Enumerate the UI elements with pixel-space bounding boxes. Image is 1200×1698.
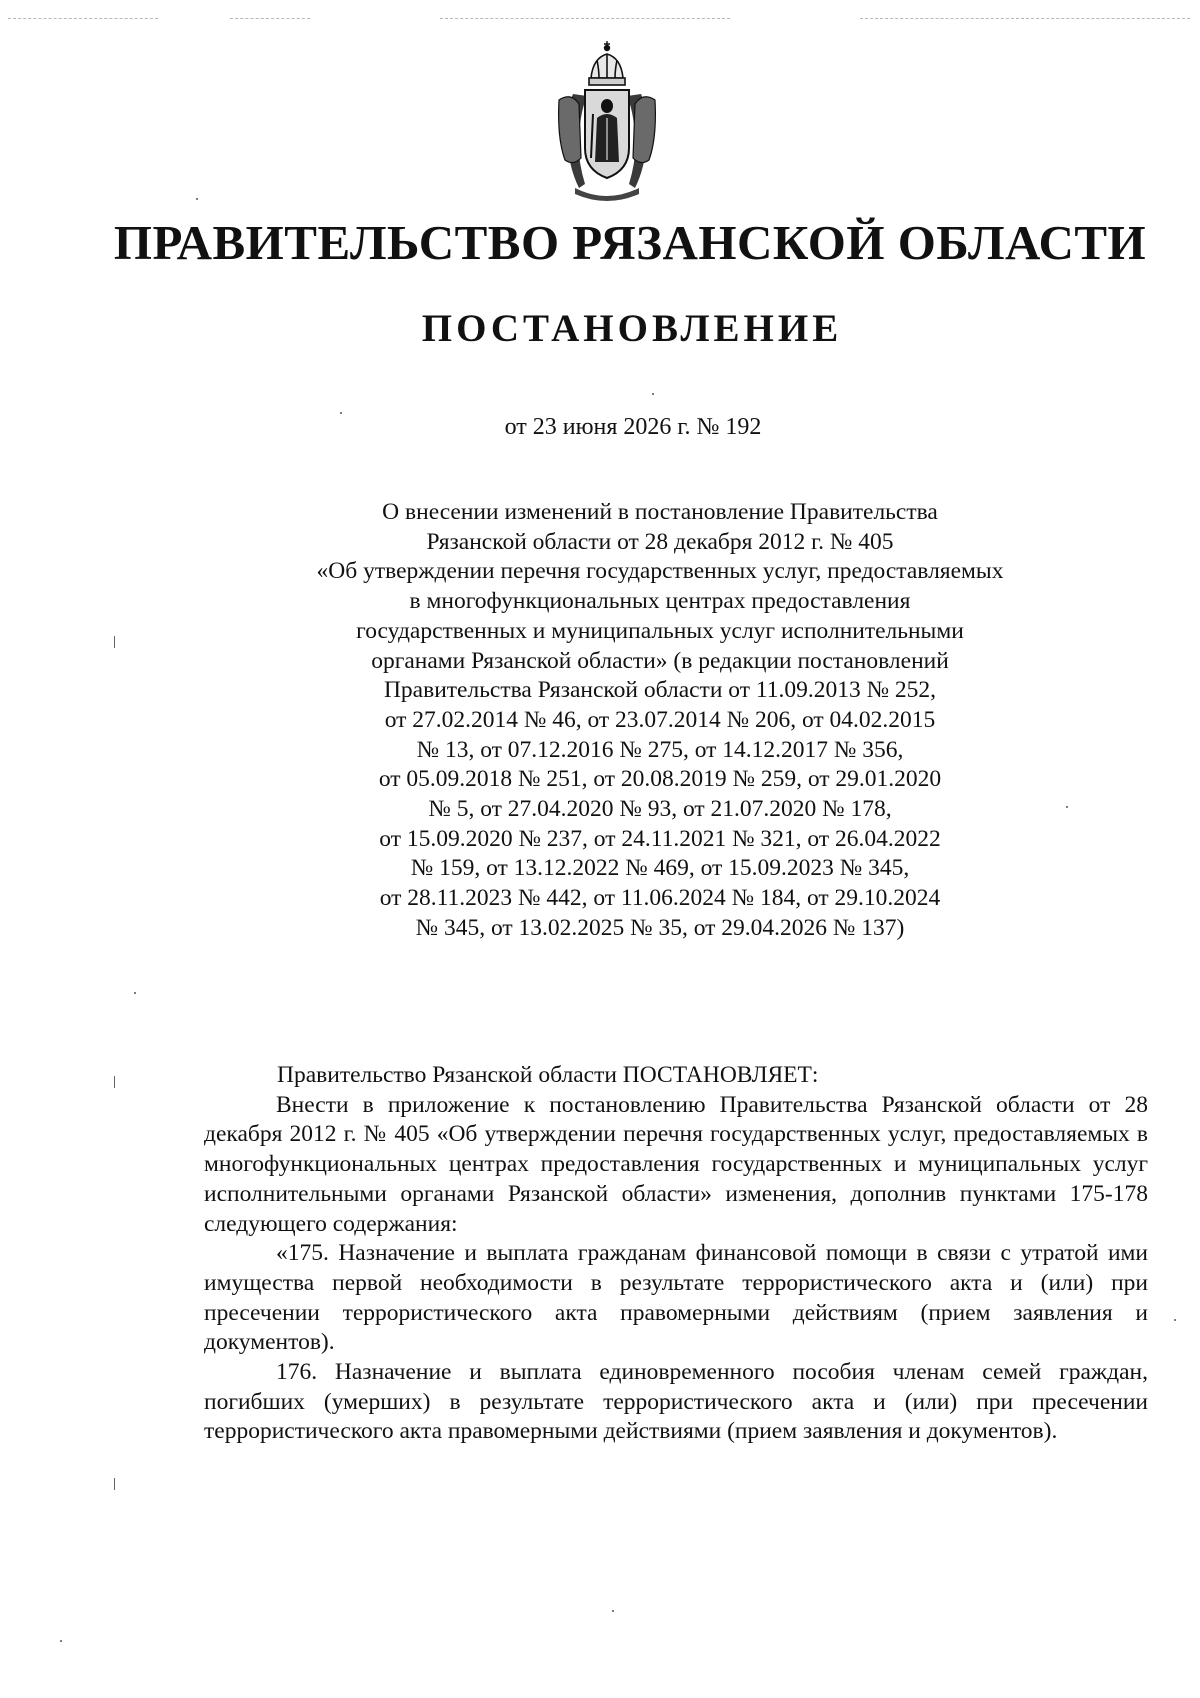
organization-title: ПРАВИТЕЛЬСТВО РЯЗАНСКОЙ ОБЛАСТИ <box>113 215 1147 270</box>
scan-artifact <box>134 992 136 994</box>
body-paragraph: Правительство Рязанской области ПОСТАНОВЛЯЕТ: <box>277 1062 819 1088</box>
scan-artifact <box>196 198 198 200</box>
subject-line: № 13, от 07.12.2016 № 275, от 14.12.2017 № 356, <box>416 736 904 763</box>
body-paragraph: Внести в приложение к постановлению Правительства Рязанской области от 28 декабря 2012 г. № 405 «Об утверждении перечня государственных услуг, предоставляемых в многофункциональных центрах предоставления государственных и муниципальных услуг исполнительными органами Рязанской области» изменения, дополнив пунктами 175-178 следующего содержания: <box>204 1091 1148 1237</box>
scan-artifact <box>612 1610 614 1612</box>
subject-line: «Об утверждении перечня государственных услуг, предоставляемых <box>316 558 1004 585</box>
subject-line: от 28.11.2023 № 442, от 11.06.2024 № 184, от 29.10.2024 <box>379 885 941 912</box>
scan-artifact <box>340 412 342 414</box>
subject-line: Рязанской области от 28 декабря 2012 г. № 405 <box>426 528 894 555</box>
subject-line: от 27.02.2014 № 46, от 23.07.2014 № 206, от 04.02.2015 <box>384 706 936 733</box>
document-body <box>204 1061 1148 1447</box>
document-date-number: от 23 июня 2026 г. № 192 <box>504 414 762 440</box>
scan-artifact <box>230 18 310 19</box>
scan-artifact <box>860 18 1190 19</box>
subject-line: № 345, от 13.02.2025 № 35, от 29.04.2026 № 137) <box>415 914 905 941</box>
scan-artifact <box>114 1478 115 1490</box>
subject-line: от 15.09.2020 № 237, от 24.11.2021 № 321, от 26.04.2022 <box>379 825 941 852</box>
document-type-title: ПОСТАНОВЛЕНИЕ <box>421 307 843 350</box>
scan-artifact <box>440 18 730 19</box>
body-paragraph: 176. Назначение и выплата единовременного пособия членам семей граждан, погибших (умерших) в результате террористического акта и (или) при пресечении террористического акта правомерными действиями (прием заявления и документов). <box>204 1359 1148 1445</box>
scan-artifact <box>1066 806 1068 808</box>
scan-artifact <box>8 18 158 19</box>
subject-line: от 05.09.2018 № 251, от 20.08.2019 № 259, от 29.01.2020 <box>378 766 942 793</box>
body-paragraph: «175. Назначение и выплата гражданам финансовой помощи в связи с утратой ими имущества первой необходимости в результате террористического акта и (или) при пресечении террористического акта правомерными действиям (прием заявления и документов). <box>204 1240 1148 1356</box>
subject-line: государственных и муниципальных услуг исполнительными <box>356 617 964 644</box>
scan-artifact <box>114 1076 115 1088</box>
subject-line: № 159, от 13.12.2022 № 469, от 15.09.2023 № 345, <box>410 855 910 882</box>
subject-line: № 5, от 27.04.2020 № 93, от 21.07.2020 № 178, <box>428 796 892 823</box>
scan-artifact <box>652 393 654 395</box>
scan-artifact <box>60 1640 62 1642</box>
subject-line: Правительства Рязанской области от 11.09.2013 № 252, <box>383 677 937 704</box>
document-subject <box>230 498 1090 944</box>
subject-line: в многофункциональных центрах предоставления <box>409 588 911 615</box>
subject-line: органами Рязанской области» (в редакции постановлений <box>371 647 949 674</box>
scan-artifact <box>1174 1319 1176 1321</box>
coat-of-arms-emblem <box>555 38 659 208</box>
subject-line: О внесении изменений в постановление Правительства <box>382 499 938 525</box>
scan-artifact <box>114 636 115 648</box>
